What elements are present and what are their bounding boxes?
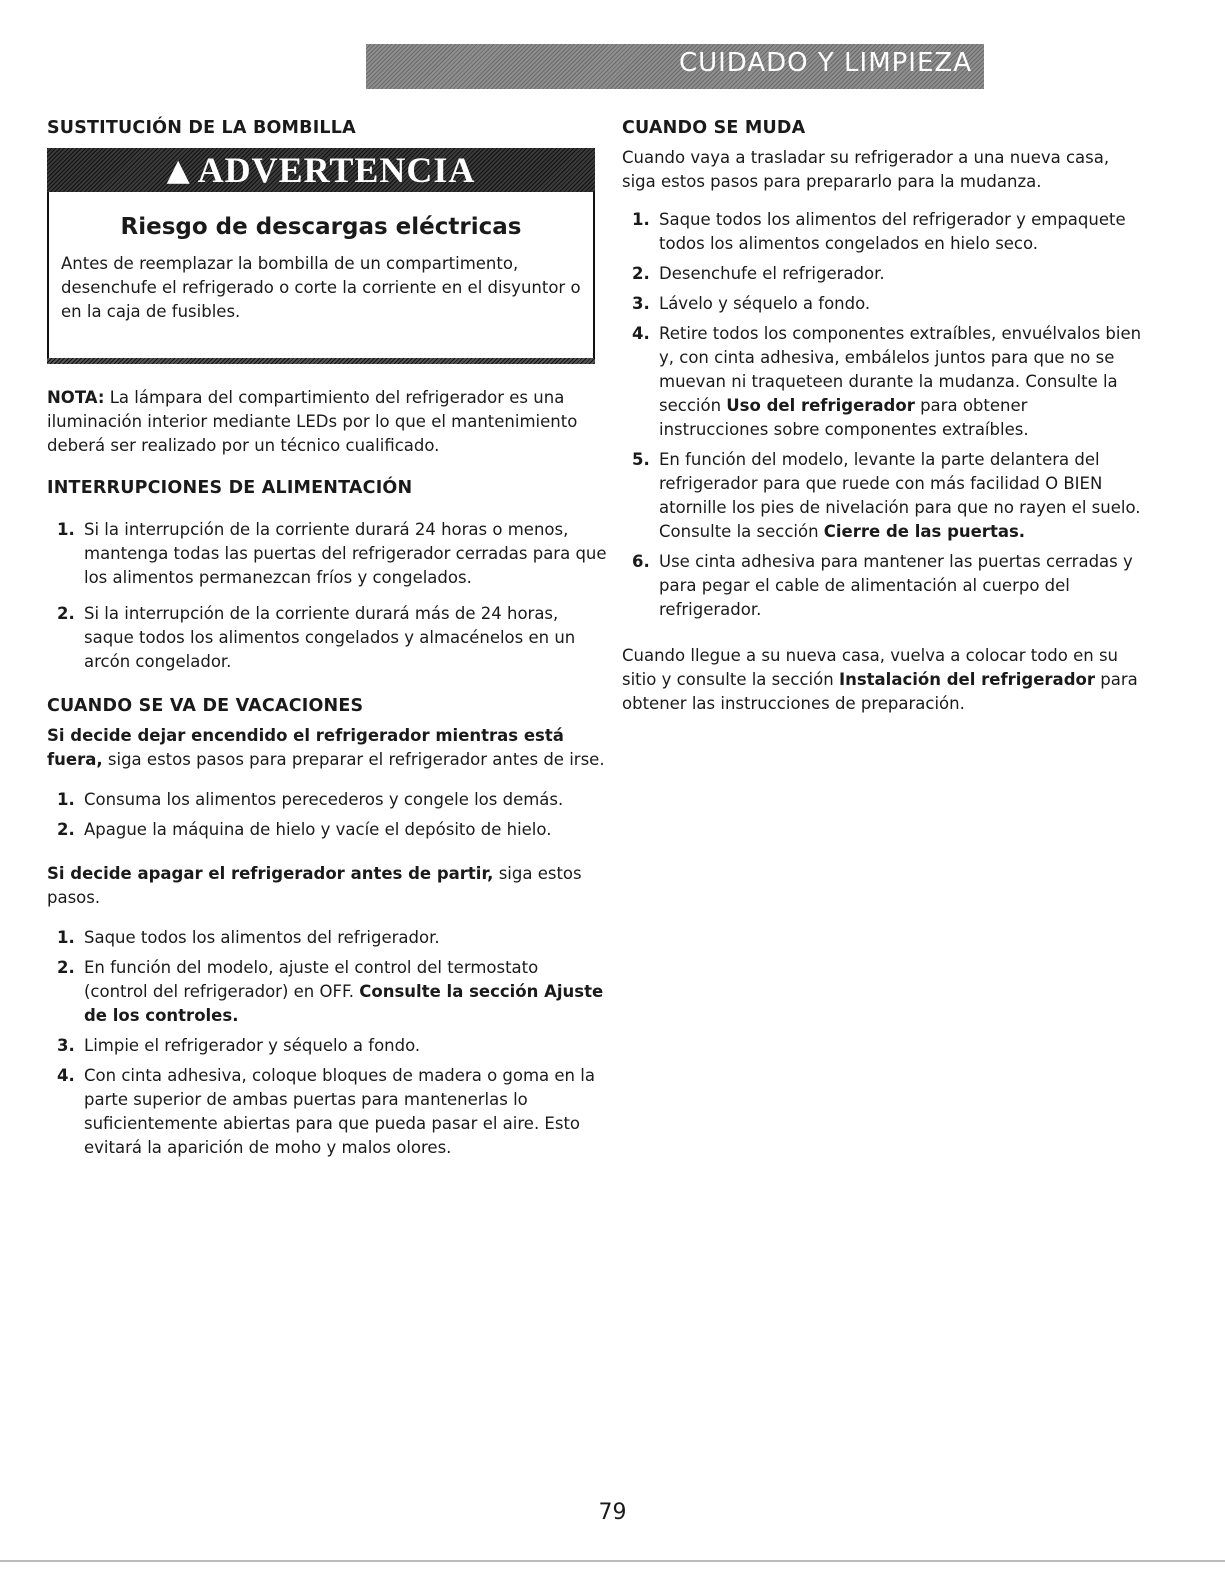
- list-item: 4. Con cinta adhesiva, coloque bloques de madera o goma en la parte superior de ambas puertas para mantenerlas lo suficientemente abiertas para que pueda pasar el aire. Esto evitará la aparición de moho y malos olores.: [57, 1066, 595, 1157]
- vacation-intro-1: Si decide dejar encendido el refrigerador mientras está fuera, siga estos pasos para preparar el refrigerador antes de irse.: [47, 726, 605, 769]
- list-item: 2. En función del modelo, ajuste el control del termostato (control del refrigerador) en OFF. Consulte la sección Ajuste de los controles.: [57, 958, 604, 1025]
- warning-banner: [47, 148, 595, 192]
- power-heading: INTERRUPCIONES DE ALIMENTACIÓN: [47, 478, 413, 498]
- warning-subtitle: Riesgo de descargas eléctricas: [120, 214, 522, 240]
- page-number: 79: [598, 1500, 627, 1525]
- warning-triangle-icon: ▲: [166, 152, 190, 188]
- list-item: 1. Si la interrupción de la corriente durará 24 horas o menos, mantenga todas las puertas del refrigerador cerradas para que los alimentos permanezcan fríos y congelados.: [57, 520, 607, 587]
- section-header-band: [366, 44, 984, 89]
- warning-box: [47, 148, 595, 364]
- warning-bottom-stripe: [47, 358, 595, 364]
- moving-list: [622, 208, 1142, 622]
- vacation-list-1: [47, 788, 607, 842]
- moving-intro: Cuando vaya a trasladar su refrigerador a una nueva casa, siga estos pasos para prepararlo para la mudanza.: [622, 148, 1110, 191]
- warning-word: ADVERTENCIA: [197, 150, 476, 190]
- list-item: 1. Saque todos los alimentos del refrigerador y empaquete todos los alimentos congelados en hielo seco.: [632, 210, 1126, 253]
- left-column: [47, 118, 607, 1166]
- note-label: NOTA:: [47, 388, 105, 407]
- vacation-list-2: [47, 926, 607, 1160]
- bottom-rule: [0, 1560, 1225, 1562]
- list-item: 2. Desenchufe el refrigerador.: [632, 264, 885, 283]
- right-column: [622, 118, 1142, 716]
- list-item: 1. Consuma los alimentos perecederos y congele los demás.: [57, 790, 564, 809]
- list-item: 5. En función del modelo, levante la parte delantera del refrigerador para que ruede con más facilidad O BIEN atornille los pies de nivelación para que no rayen el suelo. Consulte la sección Cierre de las puertas.: [632, 450, 1141, 541]
- list-item: 3. Limpie el refrigerador y séquelo a fondo.: [57, 1036, 421, 1055]
- list-item: 2. Si la interrupción de la corriente durará más de 24 horas, saque todos los alimentos congelados y almacénelos en un arcón congelador.: [57, 604, 576, 671]
- moving-outro: Cuando llegue a su nueva casa, vuelva a colocar todo en su sitio y consulte la sección Instalación del refrigerador para obtener las instrucciones de preparación.: [622, 646, 1138, 713]
- warning-text: Antes de reemplazar la bombilla de un compartimento, desenchufe el refrigerado o corte la corriente en el disyuntor o en la caja de fusibles.: [61, 254, 581, 321]
- bulb-heading: SUSTITUCIÓN DE LA BOMBILLA: [47, 118, 356, 138]
- list-item: 3. Lávelo y séquelo a fondo.: [632, 294, 871, 313]
- section-title: CUIDADO Y LIMPIEZA: [678, 48, 972, 78]
- moving-heading: CUANDO SE MUDA: [622, 118, 806, 138]
- list-item: 6. Use cinta adhesiva para mantener las puertas cerradas y para pegar el cable de alimentación al cuerpo del refrigerador.: [632, 552, 1133, 619]
- vacation-heading: CUANDO SE VA DE VACACIONES: [47, 696, 364, 716]
- power-list: [47, 518, 607, 674]
- list-item: 1. Saque todos los alimentos del refrigerador.: [57, 928, 440, 947]
- note-text: La lámpara del compartimiento del refrigerador es una iluminación interior mediante LEDs por lo que el mantenimiento deberá ser realizado por un técnico cualificado.: [47, 388, 578, 455]
- vacation-intro-2: Si decide apagar el refrigerador antes de partir, siga estos pasos.: [47, 864, 582, 907]
- list-item: 2. Apague la máquina de hielo y vacíe el depósito de hielo.: [57, 820, 552, 839]
- list-item: 4. Retire todos los componentes extraíbles, envuélvalos bien y, con cinta adhesiva, embálelos juntos para que no se muevan ni traqueteen durante la mudanza. Consulte la sección Uso del refrigerador para obtener instrucciones sobre componentes extraíbles.: [632, 324, 1142, 439]
- note-paragraph: [47, 386, 607, 458]
